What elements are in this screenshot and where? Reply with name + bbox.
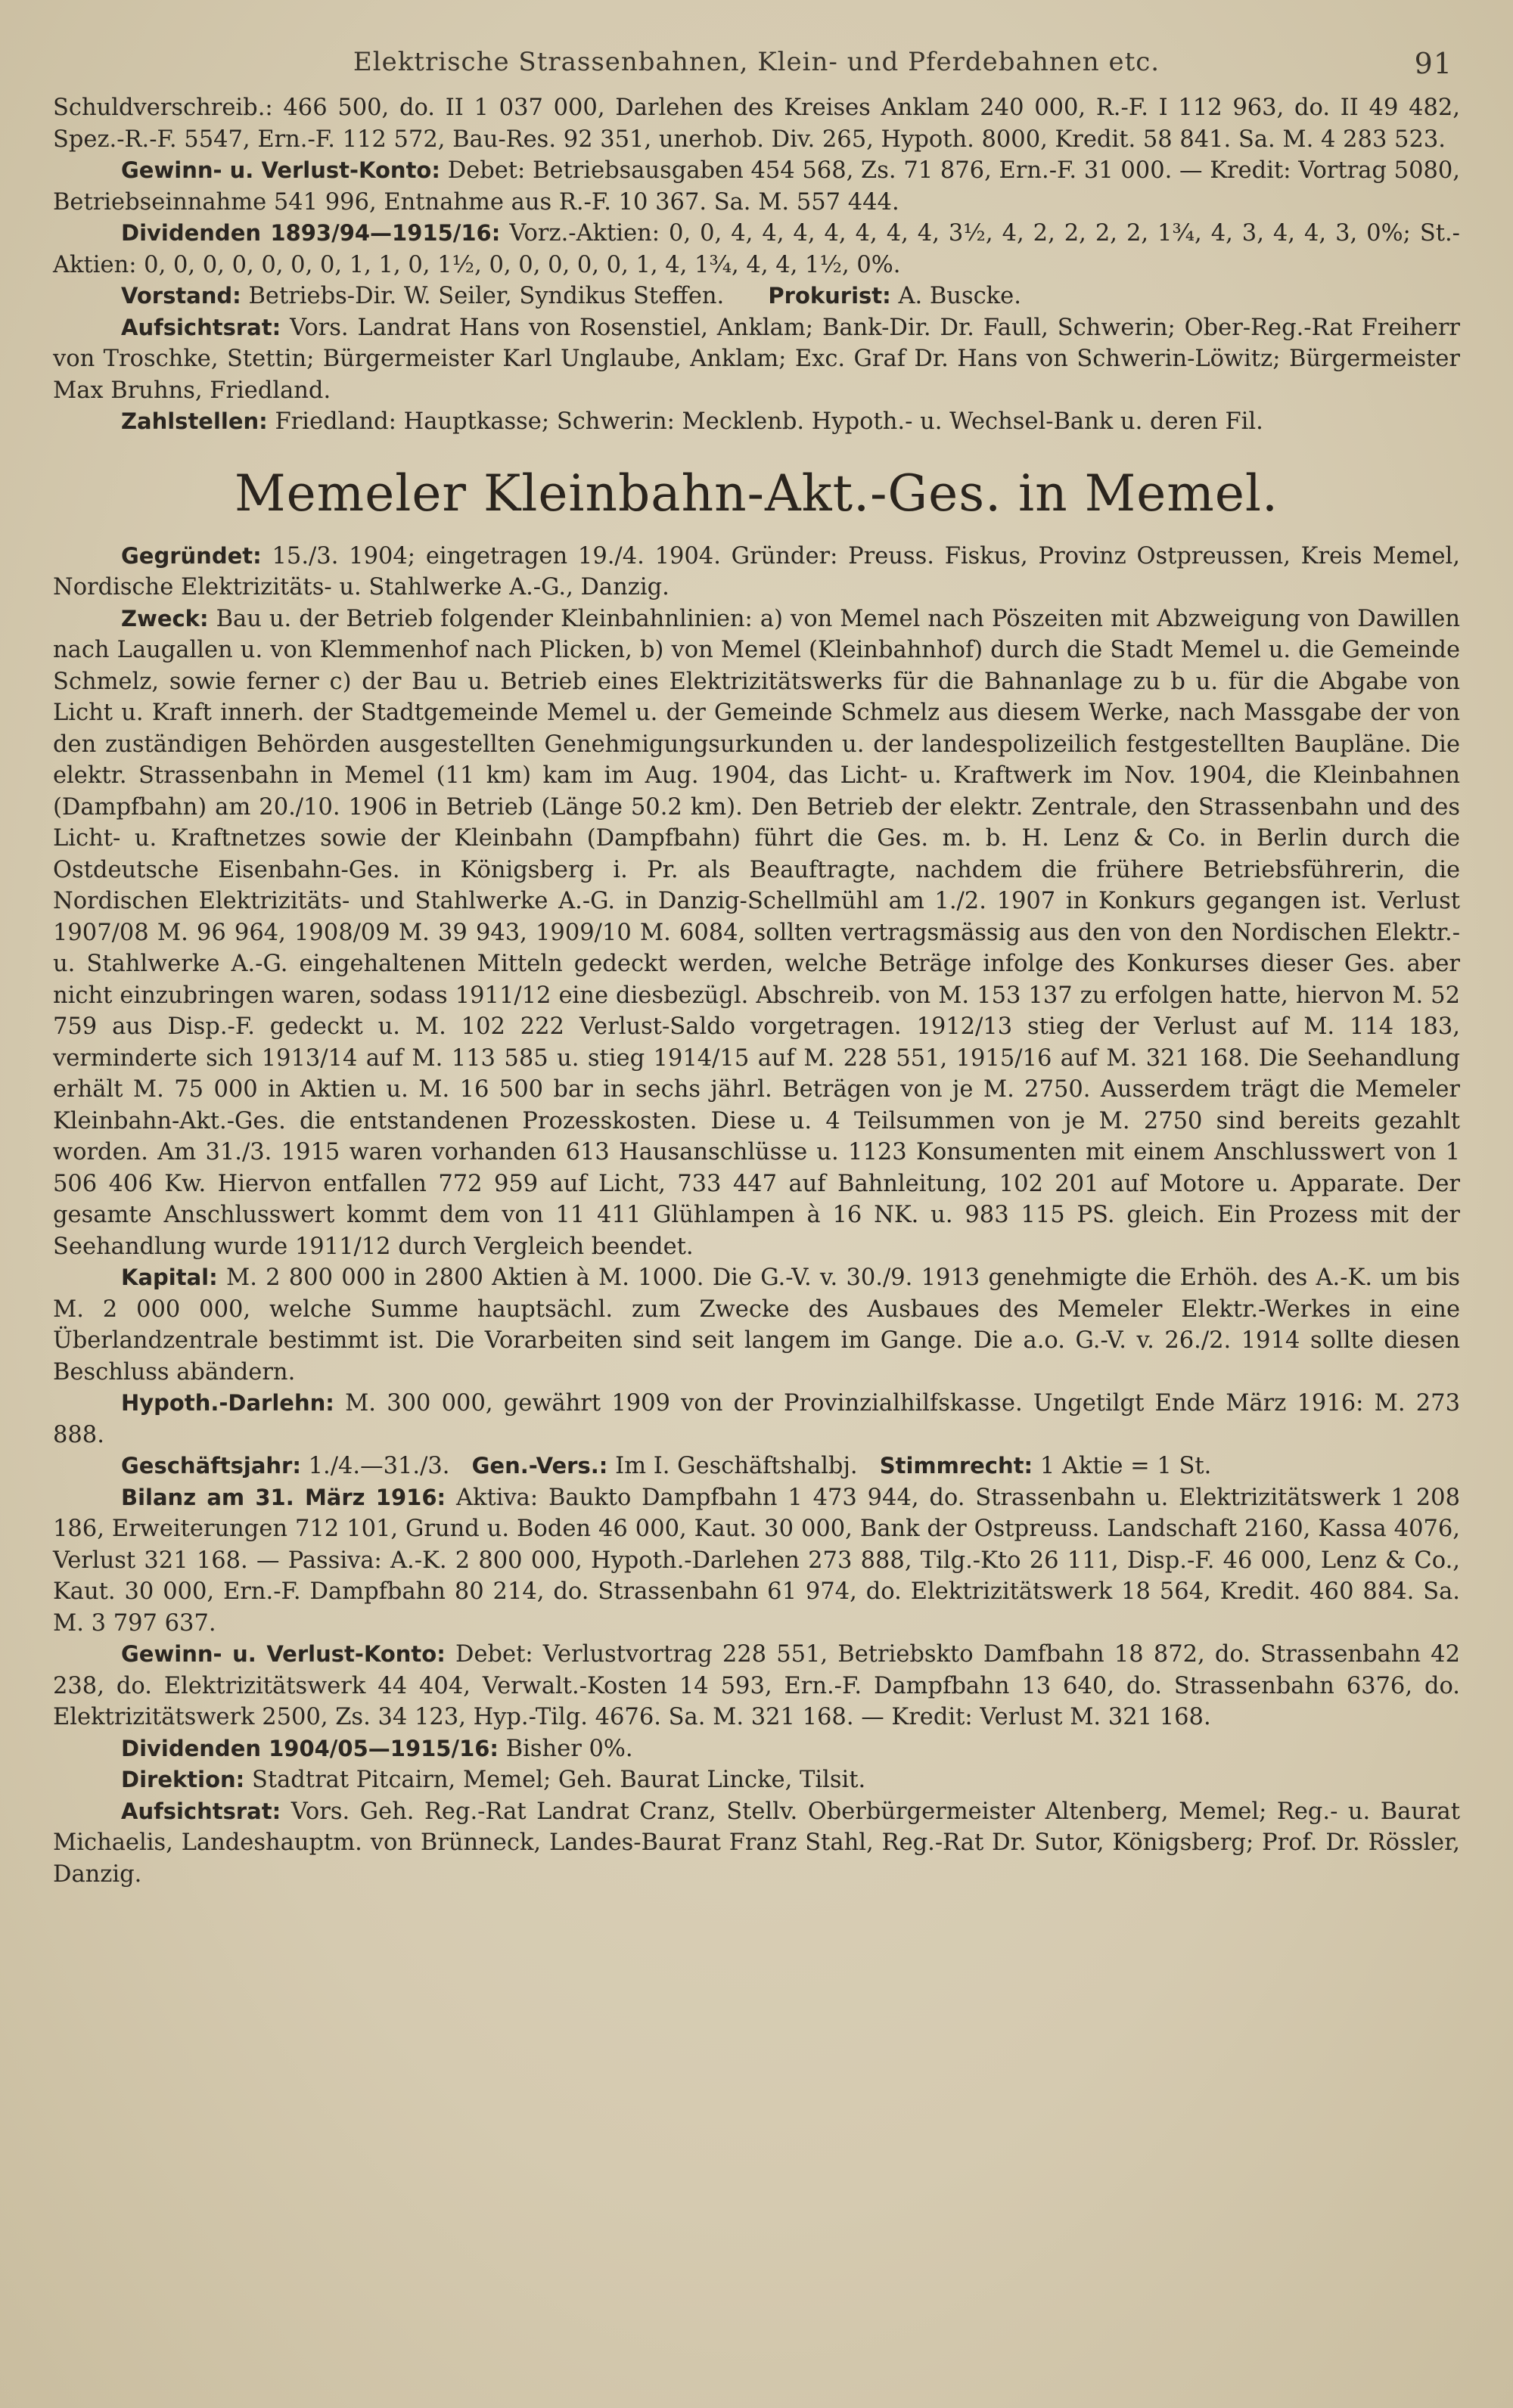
founded-label: Gegründet: [121,542,262,569]
paying-agents-paragraph [53,406,1460,438]
purpose-text: Bau u. der Betrieb folgender Kleinbahnlinien: a) von Memel nach Pöszeiten mit Abzweigung von Dawillen nach Laugallen u. von Klemmenhof nach Plicken, b) von Memel (Kleinbahnhof) durch die Stadt Memel u. die Gemeinde Schmelz, sowie ferner c) der Bau u. Betrieb eines Elektrizitätswerks für die Bahnanlage zu b u. für die Abgabe von Licht u. Kraft innerh. der Stadtgemeinde Memel u. der Gemeinde Schmelz aus diesem Werke, nach Massgabe der von den zuständigen Behörden ausgestellten Genehmigungsurkunden u. der landespolizeilich festgestellten Baupläne. Die elektr. Strassenbahn in Memel (11 km) kam im Aug. 1904, das Licht- u. Kraftwerk im Nov. 1904, die Kleinbahnen (Dampfbahn) am 20./10. 1906 in Betrieb (Länge 50.2 km). Den Betrieb der elektr. Zentrale, den Strassenbahn und des Licht- u. Kraftnetzes sowie der Kleinbahn (Dampfbahn) führt die Ges. m. b. H. Lenz & Co. in Berlin durch die Ostdeutsche Eisenbahn-Ges. in Königsberg i. Pr. als Beauftragte, nachdem die frühere Betriebsführerin, die Nordischen Elektrizitäts- und Stahlwerke A.-G. in Danzig-Schellmühl am 1./2. 1907 in Konkurs gegangen ist. Verlust 1907/08 M. 96 964, 1908/09 M. 39 943, 1909/10 M. 6084, sollten vertragsmässig aus den von den Nordischen Elektr.- u. Stahlwerke A.-G. eingehaltenen Mitteln gedeckt werden, welche Beträge infolge des Konkurses dieser Ges. aber nicht einzubringen waren, sodass 1911/12 eine diesbezügl. Abschreib. von M. 153 137 zu erfolgen hatte, hiervon M. 52 759 aus Disp.-F. gedeckt u. M. 102 222 Verlust-Saldo vorgetragen. 1912/13 stieg der Verlust auf M. 114 183, verminderte sich 1913/14 auf M. 113 585 u. stieg 1914/15 auf M. 228 551, 1915/16 auf M. 321 168. Die Seehandlung erhält M. 75 000 in Aktien u. M. 16 500 bar in sechs jährl. Beträgen von je M. 2750. Ausserdem trägt die Memeler Kleinbahn-Akt.-Ges. die entstandenen Prozesskosten. Diese u. 4 Teilsummen von je M. 2750 sind bereits gezahlt worden. Am 31./3. 1915 waren vorhanden 613 Hausanschlüsse u. 1123 Konsumenten mit einem Anschlusswert von 1 506 406 Kw. Hiervon entfallen 772 959 auf Licht, 733 447 auf Bahnleitung, 102 201 auf Motore u. Apparate. Der gesamte Anschlusswert kommt dem von 11 411 Glühlampen à 16 NK. u. 983 115 PS. gleich. Ein Prozess mit der Seehandlung wurde 1911/12 durch Vergleich beendet. [53,605,1460,1260]
paying-agents-label: Zahlstellen: [121,408,268,434]
mortgage-loan-label: Hypoth.-Darlehn: [121,1390,334,1416]
company-title: Memeler Kleinbahn-Akt.-Ges. in Memel. [234,464,1278,523]
profit-loss-label: Gewinn- u. Verlust-Konto: [121,157,440,183]
capital-text: M. 2 800 000 in 2800 Aktien à M. 1000. Die G.-V. v. 30./9. 1913 genehmigte die Erhöh. des A.-K. um bis M. 2 000 000, welche Summe hauptsächl. zum Zwecke des Ausbaues des Memeler Elektr.-Werkes in eine Überlandzentrale bestimmt ist. Die Vorarbeiten sind seit langem im Gange. Die a.o. G.-V. v. 26./2. 1914 sollte diesen Beschluss abändern. [53,1265,1460,1386]
management-label: Direktion: [121,1767,245,1792]
paying-agents-text: Friedland: Hauptkasse; Schwerin: Mecklenb. Hypoth.- u. Wechsel-Bank u. deren Fil. [275,408,1263,435]
general-meeting-text: Im I. Geschäftshalbj. [615,1453,858,1479]
capital-paragraph [53,1262,1460,1388]
profit-loss-paragraph [53,155,1460,218]
balance-sheet-label: Bilanz am 31. März 1916: [121,1484,446,1510]
voting-right-label: Stimmrecht: [879,1453,1033,1479]
dividends-text: Vorz.-Aktien: 0, 0, 4, 4, 4, 4, 4, 4, 4, 3½, 4, 2, 2, 2, 2, 1¾, 4, 3, 4, 4, 3, 0%; St.-Aktien: 0, 0, 0, 0, 0, 0, 0, 1, 1, 0, 1½, 0, 0, 0, 0, 0, 1, 4, 1¾, 4, 4, 1½, 0%. [53,220,1460,278]
general-meeting-label: Gen.-Vers.: [471,1453,608,1479]
running-head [53,47,1460,92]
purpose-label: Zweck: [121,605,209,631]
company-profit-loss-paragraph [53,1639,1460,1733]
fiscal-year-paragraph [53,1451,1460,1482]
board-label: Vorstand: [121,283,241,309]
dividends-label: Dividenden 1893/94—1915/16: [121,220,501,246]
founded-paragraph [53,541,1460,604]
purpose-paragraph [53,604,1460,1263]
company-profit-loss-text: Debet: Verlustvortrag 228 551, Betriebskto Damfbahn 18 872, do. Strassenbahn 42 238, do. Elektrizitätswerk 44 404, Verwalt.-Kosten 14 593, Ern.-F. Dampfbahn 13 640, do. Strassenbahn 6376, do. Elektrizitätswerk 2500, Zs. 34 123, Hyp.-Tilg. 4676. Sa. M. 321 168. — Kredit: Verlust M. 321 168. [53,1641,1460,1730]
board-text: Betriebs-Dir. W. Seiler, Syndikus Steffen. [248,283,725,309]
supervisory-board-label: Aufsichtsrat: [121,314,281,340]
company-entry [53,541,1460,1891]
voting-right-text: 1 Aktie = 1 St. [1039,1453,1212,1479]
procurist-label: Prokurist: [768,283,891,309]
company-supervisory-board-text: Vors. Geh. Reg.-Rat Landrat Cranz, Stellv. Oberbürgermeister Altenberg, Memel; Reg.- u. Baurat Michaelis, Landeshauptm. von Brünneck, Landes-Baurat Franz Stahl, Reg.-Rat Dr. Sutor, Königsberg; Prof. Dr. Rössler, Danzig. [53,1798,1460,1888]
company-supervisory-board-paragraph [53,1796,1460,1891]
company-dividends-label: Dividenden 1904/05—1915/16: [121,1735,499,1761]
previous-company-entry [53,92,1460,438]
supervisory-board-text: Vors. Landrat Hans von Rosenstiel, Anklam; Bank-Dir. Dr. Faull, Schwerin; Ober-Reg.-Rat Freiherr von Troschke, Stettin; Bürgermeister Karl Unglaube, Anklam; Exc. Graf Dr. Hans von Schwerin-Löwitz; Bürgermeister Max Bruhns, Friedland. [53,314,1460,404]
mortgage-loan-text: M. 300 000, gewährt 1909 von der Provinzialhilfskasse. Ungetilgt Ende März 1916: M. 273 888. [53,1390,1460,1448]
procurist-text: A. Buscke. [898,283,1021,309]
profit-loss-text: Debet: Betriebsausgaben 454 568, Zs. 71 876, Ern.-F. 31 000. — Kredit: Vortrag 5080, Betriebseinnahme 541 996, Entnahme aus R.-F. 10 367. Sa. M. 557 444. [53,157,1460,216]
company-dividends-text: Bisher 0%. [505,1735,633,1762]
founded-text: 15./3. 1904; eingetragen 19./4. 1904. Gründer: Preuss. Fiskus, Provinz Ostpreussen, Kreis Memel, Nordische Elektrizitäts- u. Stahlwerke A.-G., Danzig. [53,542,1460,600]
mortgage-loan-paragraph [53,1388,1460,1451]
capital-label: Kapital: [121,1265,218,1290]
company-profit-loss-label: Gewinn- u. Verlust-Konto: [121,1641,446,1667]
page-number: 91 [1414,47,1452,80]
board-paragraph [53,281,1460,312]
dividends-paragraph [53,218,1460,281]
balance-sheet-paragraph [53,1482,1460,1640]
fiscal-year-label: Geschäftsjahr: [121,1453,301,1479]
balance-sheet-text: Aktiva: Baukto Dampfbahn 1 473 944, do. Strassenbahn u. Elektrizitätswerk 1 208 186, Erweiterungen 712 101, Grund u. Boden 46 000, Kaut. 30 000, Bank der Ostpreuss. Landschaft 2160, Kassa 4076, Verlust 321 168. — Passiva: A.-K. 2 800 000, Hypoth.-Darlehen 273 888, Tilg.-Kto 26 111, Disp.-F. 46 000, Lenz & Co., Kaut. 30 000, Ern.-F. Dampfbahn 80 214, do. Strassenbahn 61 974, do. Elektrizitätswerk 18 564, Kredit. 460 884. Sa. M. 3 797 637. [53,1484,1460,1637]
supervisory-board-paragraph [53,312,1460,407]
management-paragraph [53,1764,1460,1796]
company-supervisory-board-label: Aufsichtsrat: [121,1798,281,1824]
running-title: Elektrische Strassenbahnen, Klein- und Pferdebahnen etc. [353,47,1160,77]
management-text: Stadtrat Pitcairn, Memel; Geh. Baurat Lincke, Tilsit. [251,1767,866,1793]
fiscal-year-text: 1./4.—31./3. [308,1453,450,1479]
company-dividends-paragraph [53,1733,1460,1765]
liabilities-continuation: Schuldverschreib.: 466 500, do. II 1 037 000, Darlehen des Kreises Anklam 240 000, R.-F. I 112 963, do. II 49 482, Spez.-R.-F. 5547, Ern.-F. 112 572, Bau-Res. 92 351, unerhob. Div. 265, Hypoth. 8000, Kredit. 58 841. Sa. M. 4 283 523. [53,95,1460,153]
